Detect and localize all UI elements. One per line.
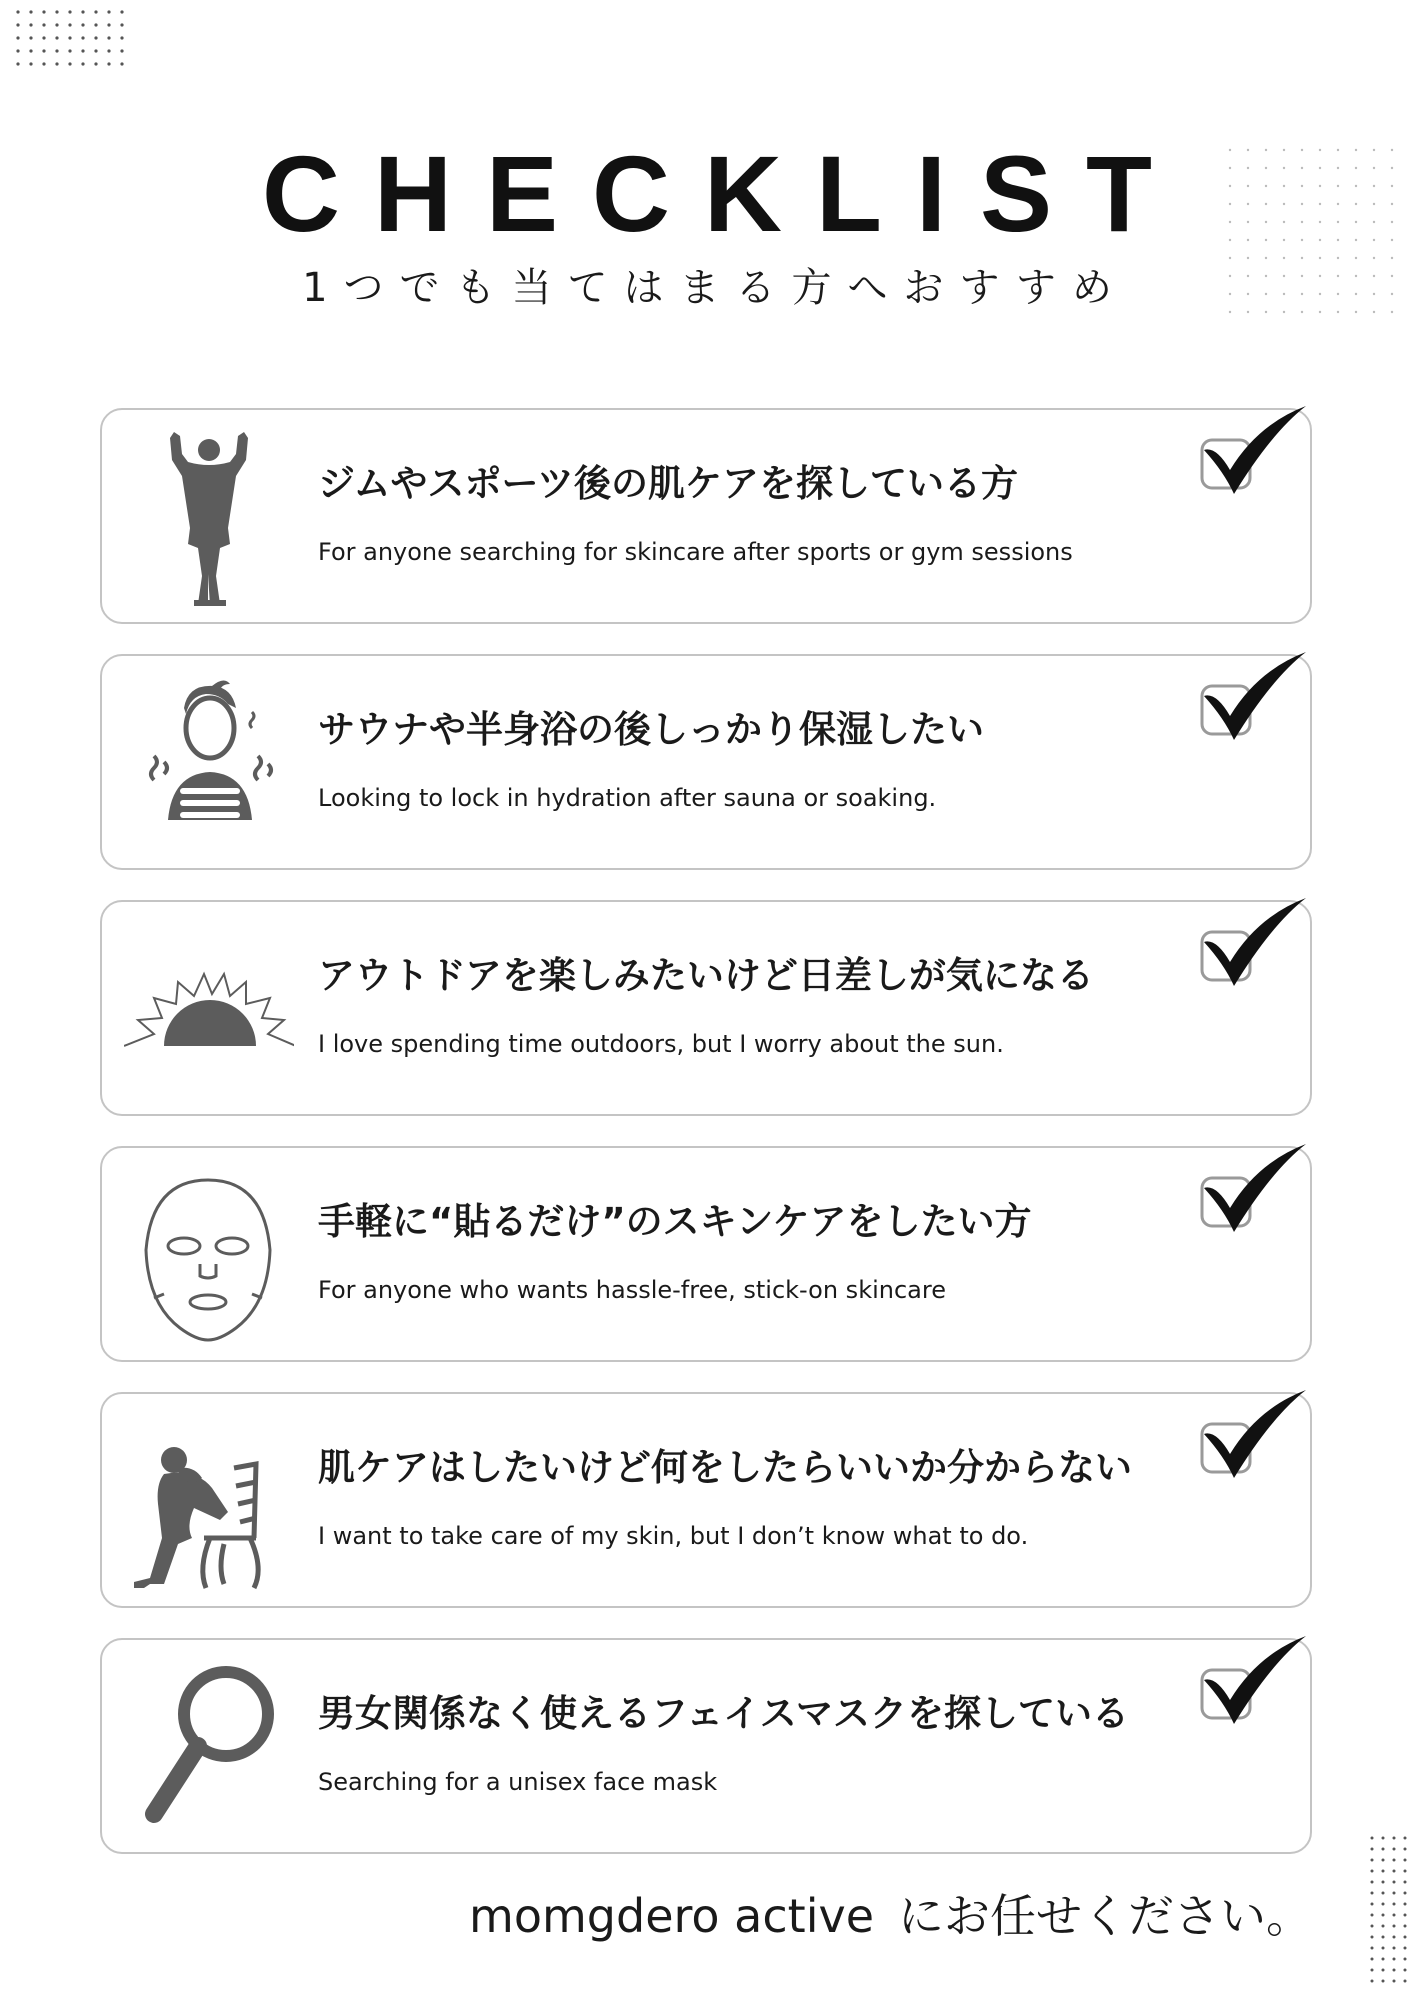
decorative-dot [1371, 1837, 1374, 1840]
decorative-dot [1371, 1848, 1374, 1851]
decorative-dot [1355, 311, 1357, 313]
decorative-dot [29, 36, 32, 39]
decorative-dot [1371, 1914, 1374, 1917]
item-description-en: Searching for a unisex face mask [318, 1768, 718, 1796]
decorative-dot [1404, 1914, 1407, 1917]
item-title-jp: 肌ケアはしたいけど何をしたらいいか分からない [318, 1446, 1132, 1489]
decorative-dot [1373, 257, 1375, 259]
decorative-dot [81, 23, 84, 26]
decorative-dot [29, 49, 32, 52]
item-description-en: Looking to lock in hydration after sauna or soaking. [318, 784, 937, 812]
decorative-dot [1404, 1980, 1407, 1983]
decorative-dot [107, 49, 110, 52]
decorative-dot [120, 36, 123, 39]
checklist-item [100, 408, 1312, 624]
decorative-dot [1404, 1925, 1407, 1928]
decorative-dot [1229, 257, 1231, 259]
decorative-dot [1371, 1969, 1374, 1972]
decorative-dot [94, 36, 97, 39]
decorative-dot [1393, 1925, 1396, 1928]
decorative-dot [1247, 311, 1249, 313]
decorative-dot [81, 62, 84, 65]
decorative-dot [68, 49, 71, 52]
decorative-dot [1283, 257, 1285, 259]
checkmark-checkbox-icon[interactable] [1194, 1390, 1310, 1494]
item-title-jp: アウトドアを楽しみたいけど日差しが気になる [318, 954, 1094, 997]
decorative-dot [120, 49, 123, 52]
decorative-dot [1382, 1947, 1385, 1950]
checkmark-checkbox-icon[interactable] [1194, 898, 1310, 1002]
checklist-item [100, 900, 1312, 1116]
decorative-dot [68, 23, 71, 26]
decorative-dot [1371, 1870, 1374, 1873]
decorative-dot [94, 23, 97, 26]
decorative-dot [1301, 257, 1303, 259]
decorative-dot [1382, 1870, 1385, 1873]
decorative-dot [1337, 257, 1339, 259]
decorative-dot [1382, 1914, 1385, 1917]
decorative-dot [120, 10, 123, 13]
checklist-item [100, 654, 1312, 870]
decorative-dot [1393, 1969, 1396, 1972]
decorative-dot [1393, 1837, 1396, 1840]
decorative-dot [1319, 311, 1321, 313]
decorative-dot [1382, 1837, 1385, 1840]
decorative-dot [1393, 1903, 1396, 1906]
tagline-text: にお任せください。 [898, 1889, 1312, 1943]
decorative-dot [81, 10, 84, 13]
item-title-jp: ジムやスポーツ後の肌ケアを探している方 [318, 462, 1019, 505]
item-description-en: I want to take care of my skin, but I don’t know what to do. [318, 1522, 1029, 1550]
decorative-dot [1265, 311, 1267, 313]
decorative-dot [1382, 1881, 1385, 1884]
decorative-dot [120, 62, 123, 65]
decorative-dot [94, 10, 97, 13]
decorative-dot [16, 10, 19, 13]
decorative-dot [55, 10, 58, 13]
decorative-dot [1393, 1848, 1396, 1851]
decorative-dot [42, 62, 45, 65]
decorative-dot [94, 62, 97, 65]
decorative-dot [42, 10, 45, 13]
decorative-dot [1301, 311, 1303, 313]
decorative-dot [1371, 1925, 1374, 1928]
decorative-dot [1404, 1892, 1407, 1895]
decorative-dot [1404, 1936, 1407, 1939]
decorative-dot [107, 10, 110, 13]
decorative-dot [1382, 1936, 1385, 1939]
decorative-dot [94, 49, 97, 52]
decorative-dot [1382, 1980, 1385, 1983]
decorative-dot [1337, 311, 1339, 313]
decorative-dot [1371, 1947, 1374, 1950]
decorative-dot [81, 36, 84, 39]
checkmark-checkbox-icon[interactable] [1194, 652, 1310, 756]
decorative-dot [1404, 1837, 1407, 1840]
decorative-dot [1404, 1969, 1407, 1972]
decorative-dot [1355, 257, 1357, 259]
item-description-en: I love spending time outdoors, but I worry about the sun. [318, 1030, 1004, 1058]
decorative-dot [1371, 1903, 1374, 1906]
decorative-dot [1382, 1969, 1385, 1972]
decorative-dot [1404, 1958, 1407, 1961]
decorative-dot [1371, 1892, 1374, 1895]
dot-pattern-top-left [14, 8, 144, 68]
decorative-dot [1283, 311, 1285, 313]
decorative-dot [1393, 1859, 1396, 1862]
brand-name: momgdero active [469, 1889, 874, 1943]
decorative-dot [68, 62, 71, 65]
sauna-person-icon [124, 670, 294, 858]
decorative-dot [68, 10, 71, 13]
decorative-dot [107, 36, 110, 39]
decorative-dot [42, 36, 45, 39]
decorative-dot [16, 49, 19, 52]
decorative-dot [1393, 1947, 1396, 1950]
decorative-dot [16, 36, 19, 39]
decorative-dot [1382, 1892, 1385, 1895]
checklist-item [100, 1392, 1312, 1608]
decorative-dot [1391, 257, 1393, 259]
decorative-dot [1382, 1848, 1385, 1851]
decorative-dot [1404, 1947, 1407, 1950]
decorative-dot [1229, 311, 1231, 313]
decorative-dot [1404, 1870, 1407, 1873]
decorative-dot [1371, 1980, 1374, 1983]
decorative-dot [55, 23, 58, 26]
footer-tagline [469, 1880, 1312, 1946]
decorative-dot [68, 36, 71, 39]
item-description-en: For anyone who wants hassle-free, stick-on skincare [318, 1276, 946, 1304]
decorative-dot [81, 49, 84, 52]
decorative-dot [1393, 1936, 1396, 1939]
decorative-dot [107, 23, 110, 26]
decorative-dot [1404, 1881, 1407, 1884]
decorative-dot [55, 36, 58, 39]
decorative-dot [16, 23, 19, 26]
decorative-dot [55, 62, 58, 65]
decorative-dot [1382, 1903, 1385, 1906]
dot-pattern-bottom-right [1368, 1834, 1414, 2000]
decorative-dot [55, 49, 58, 52]
decorative-dot [42, 49, 45, 52]
decorative-dot [1371, 1881, 1374, 1884]
decorative-dot [29, 10, 32, 13]
decorative-dot [1404, 1903, 1407, 1906]
decorative-dot [1382, 1925, 1385, 1928]
decorative-dot [29, 62, 32, 65]
decorative-dot [1371, 1936, 1374, 1939]
checklist-item [100, 1146, 1312, 1362]
decorative-dot [1382, 1859, 1385, 1862]
decorative-dot [1247, 257, 1249, 259]
flexing-man-icon [124, 424, 294, 612]
decorative-dot [1393, 1958, 1396, 1961]
decorative-dot [1393, 1870, 1396, 1873]
item-title-jp: 男女関係なく使えるフェイスマスクを探している [318, 1692, 1130, 1735]
decorative-dot [1373, 311, 1375, 313]
decorative-dot [1382, 1958, 1385, 1961]
decorative-dot [1393, 1980, 1396, 1983]
face-mask-icon [124, 1162, 294, 1350]
page-subtitle: 1つでも当てはまる方へおすすめ [302, 265, 1128, 311]
worried-man-bench-icon [124, 1408, 294, 1596]
decorative-dot [1404, 1859, 1407, 1862]
checkmark-checkbox-icon[interactable] [1194, 1144, 1310, 1248]
checkmark-checkbox-icon[interactable] [1194, 1636, 1310, 1740]
decorative-dot [42, 23, 45, 26]
decorative-dot [1371, 1859, 1374, 1862]
checklist-item [100, 1638, 1312, 1854]
decorative-dot [1371, 1958, 1374, 1961]
page-title: CHECKLIST [262, 133, 1186, 254]
decorative-dot [29, 23, 32, 26]
item-title-jp: サウナや半身浴の後しっかり保湿したい [318, 708, 984, 751]
decorative-dot [1319, 257, 1321, 259]
decorative-dot [1393, 1881, 1396, 1884]
decorative-dot [1391, 311, 1393, 313]
decorative-dot [107, 62, 110, 65]
checkmark-checkbox-icon[interactable] [1194, 406, 1310, 510]
sun-icon [124, 916, 294, 1104]
item-description-en: For anyone searching for skincare after sports or gym sessions [318, 538, 1073, 566]
magnifier-icon [124, 1654, 294, 1842]
item-title-jp: 手軽に“貼るだけ”のスキンケアをしたい方 [318, 1200, 1032, 1243]
decorative-dot [1393, 1914, 1396, 1917]
decorative-dot [120, 23, 123, 26]
decorative-dot [1265, 257, 1267, 259]
decorative-dot [1393, 1892, 1396, 1895]
decorative-dot [1404, 1848, 1407, 1851]
decorative-dot [16, 62, 19, 65]
